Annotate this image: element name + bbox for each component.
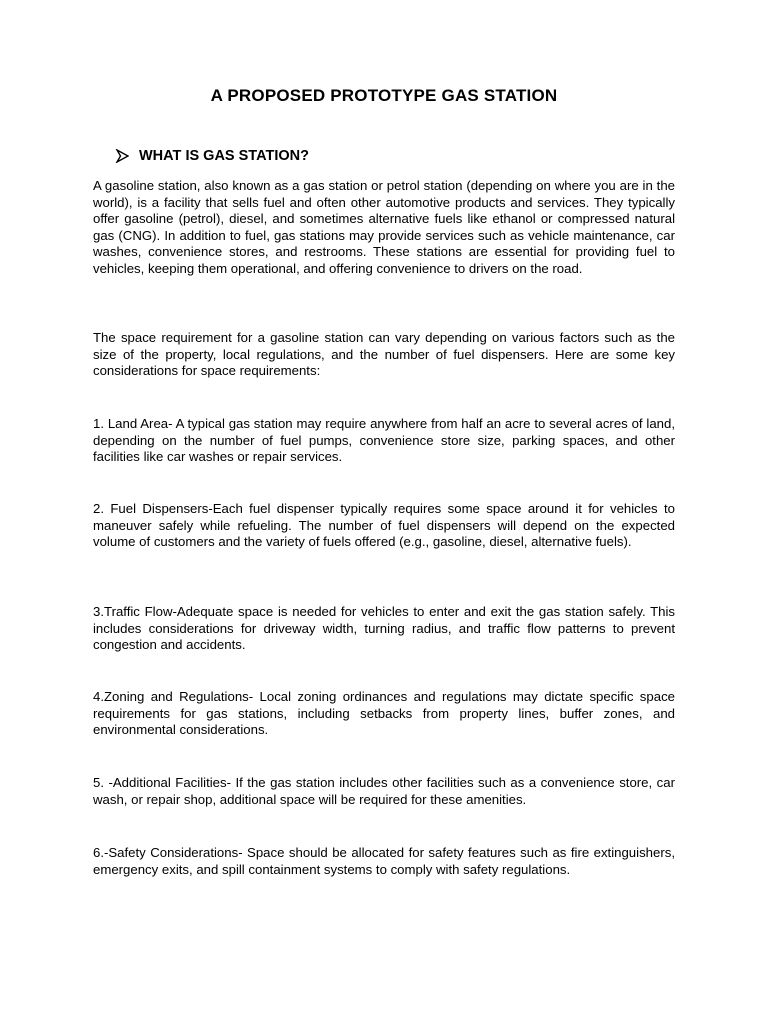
paragraph-land-area: 1. Land Area- A typical gas station may require anywhere from half an acre to several acres of land, depending on the number of fuel pumps, convenience store size, parking spaces, and other facilities like car washes or repair services. [93, 416, 675, 465]
paragraph-fuel-dispensers: 2. Fuel Dispensers-Each fuel dispenser typically requires some space around it for vehicles to maneuver safely while refueling. The number of fuel dispensers will depend on the expected volume of customers and the variety of fuels offered (e.g., gasoline, diesel, alternative fuels). [93, 501, 675, 550]
paragraph-additional-facilities: 5. -Additional Facilities- If the gas station includes other facilities such as a convenience store, car wash, or repair shop, additional space will be required for these amenities. [93, 775, 675, 807]
section-heading [115, 148, 309, 164]
document-title: A PROPOSED PROTOTYPE GAS STATION [210, 86, 558, 105]
paragraph-zoning: 4.Zoning and Regulations- Local zoning ordinances and regulations may dictate specific space requirements for gas stations, including setbacks from property lines, buffer zones, and environmental considerations. [93, 689, 675, 738]
paragraph-safety: 6.-Safety Considerations- Space should be allocated for safety features such as fire extinguishers, emergency exits, and spill containment systems to comply with safety regulations. [93, 845, 675, 877]
arrowhead-bullet-icon [115, 149, 129, 163]
paragraph-intro: A gasoline station, also known as a gas station or petrol station (depending on where you are in the world), is a facility that sells fuel and often other automotive products and services. They typically offer gasoline (petrol), diesel, and sometimes alternative fuels like ethanol or compressed natural gas (CNG). In addition to fuel, gas stations may provide services such as vehicle maintenance, car washes, convenience stores, and restrooms. These stations are essential for providing fuel to vehicles, keeping them operational, and offering convenience to drivers on the road. [93, 178, 675, 276]
paragraph-space-requirement: The space requirement for a gasoline station can vary depending on various factors such as the size of the property, local regulations, and the number of fuel dispensers. Here are some key considerations for space requirements: [93, 330, 675, 379]
paragraph-traffic-flow: 3.Traffic Flow-Adequate space is needed for vehicles to enter and exit the gas station safely. This includes considerations for driveway width, turning radius, and traffic flow patterns to prevent congestion and accidents. [93, 604, 675, 653]
section-heading-text: WHAT IS GAS STATION? [139, 148, 309, 164]
